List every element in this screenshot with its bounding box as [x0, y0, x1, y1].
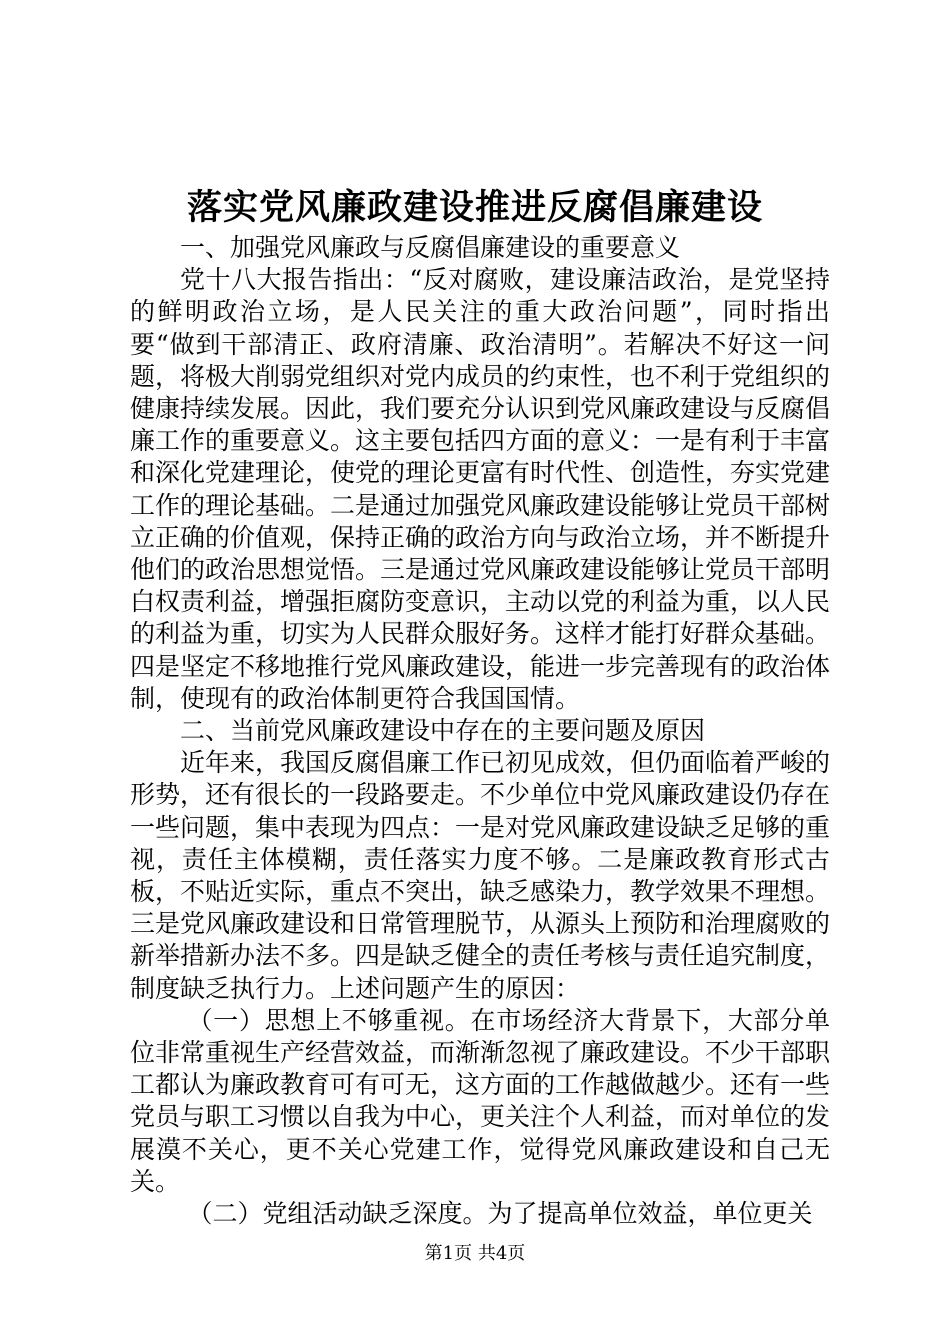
section-heading: 二、当前党风廉政建设中存在的主要问题及原因: [180, 716, 706, 746]
document-body: [130, 232, 830, 1230]
paragraph: 近年来，我国反腐倡廉工作已初见成效，但仍面临着严峻的形势，还有很长的一段路要走。不少单位中党风廉政建设仍存在一些问题，集中表现为四点：一是对党风廉政建设缺乏足够的重视，责任主体模糊，责任落实力度不够。二是廉政教育形式古板，不贴近实际，重点不突出，缺乏感染力，教学效果不理想。三是党风廉政建设和日常管理脱节，从源头上预防和治理腐败的新举措新办法不多。四是缺乏健全的责任考核与责任追究制度，制度缺乏执行力。上述问题产生的原因：: [130, 748, 831, 1003]
document-title: 落实党风廉政建设推进反腐倡廉建设: [186, 187, 763, 228]
paragraph: 党十八大报告指出：“反对腐败，建设廉洁政治，是党坚持的鲜明政治立场，是人民关注的重大政治问题”，同时指出要“做到干部清正、政府清廉、政治清明”。若解决不好这一问题，将极大削弱党组织对党内成员的约束性，也不利于党组织的健康持续发展。因此，我们要充分认识到党风廉政建设与反腐倡廉工作的重要意义。这主要包括四方面的意义：一是有利于丰富和深化党建理论，使党的理论更富有时代性、创造性，夯实党建工作的理论基础。二是通过加强党风廉政建设能够让党员干部树立正确的价值观，保持正确的政治方向与政治立场，并不断提升他们的政治思想觉悟。三是通过党风廉政建设能够让党员干部明白权责利益，增强拒腐防变意识，主动以党的利益为重，以人民的利益为重，切实为人民群众服好务。这样才能打好群众基础。四是坚定不移地推行党风廉政建设，能进一步完善现有的政治体制，使现有的政治体制更符合我国国情。: [130, 265, 831, 713]
page-footer: 第1页 共4页: [424, 1243, 526, 1264]
paragraph: （一）思想上不够重视。在市场经济大背景下，大部分单位非常重视生产经营效益，而渐渐忽视了廉政建设。不少干部职工都认为廉政教育可有可无，这方面的工作越做越少。还有一些党员与职工习惯以自我为中心，更关注个人利益，而对单位的发展漠不关心，更不关心党建工作，觉得党风廉政建设和自己无关。: [130, 1005, 831, 1196]
paragraph: （二）党组活动缺乏深度。为了提高单位效益，单位更关: [187, 1199, 813, 1229]
section-heading: 一、加强党风廉政与反腐倡廉建设的重要意义: [180, 233, 681, 262]
